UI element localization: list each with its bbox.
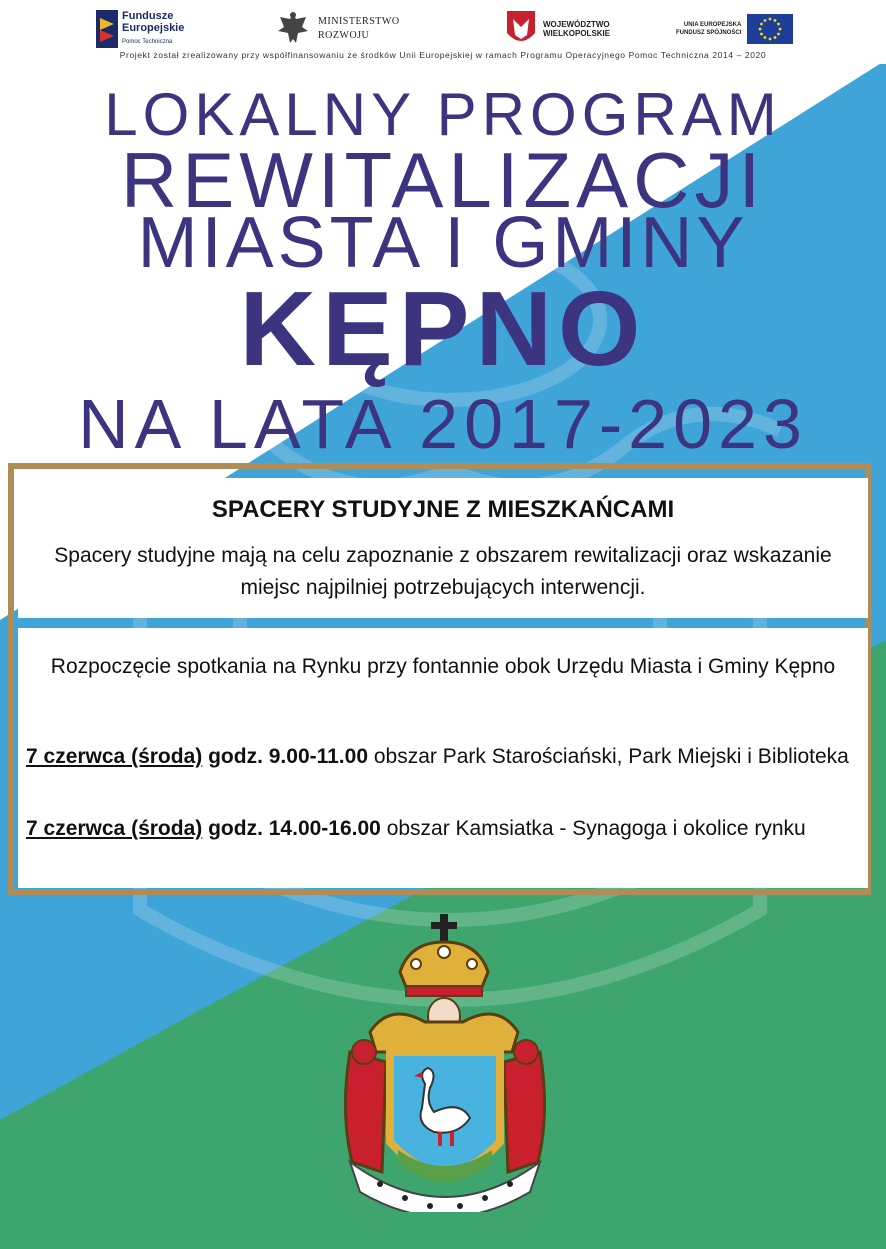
fe-logo-line2: Europejskie [122, 22, 185, 34]
fe-logo-line3: Pomoc Techniczna [122, 39, 173, 45]
header-logos-bar [0, 0, 886, 64]
title-city-name: KĘPNO [239, 270, 647, 388]
ue-logo-line2: FUNDUSZ SPÓJNOŚCI [676, 30, 742, 36]
title-line-3: MIASTA I GMINY [137, 203, 749, 283]
kepno-coat-of-arms [330, 912, 560, 1212]
fe-logo-line1: Fundusze [122, 10, 174, 22]
unia-europejska-logo [676, 8, 793, 50]
fe-star-icon [96, 10, 118, 48]
title-years: NA LATA 2017-2023 [78, 385, 808, 463]
schedule-box [18, 628, 868, 888]
fundusze-europejskie-logo [96, 8, 184, 50]
wielkopolskie-logo [505, 8, 610, 50]
funding-note: Projekt został zrealizowany przy współfinansowaniu ze środków Unii Europejskiej w ramach Programu Operacyjnego Pomoc Techniczna 2014 – 2020 [119, 50, 767, 60]
event-date: 7 czerwca (środa) [26, 817, 203, 840]
schedule-event [26, 812, 856, 846]
schedule-intro: Rozpoczęcie spotkania na Rynku przy fontannie obok Urzędu Miasta i Gminy Kępno [50, 655, 836, 678]
mr-logo-line2: ROZWOJU [318, 30, 370, 41]
info-box [18, 478, 868, 618]
title-line-2: REWITALIZACJI [120, 136, 766, 224]
info-description: Spacery studyjne mają na celu zapoznanie z obszarem rewitalizacji oraz wskazanie miejsc najpilniej potrzebujących interwencji. [54, 544, 832, 599]
wp-logo-line2: WIELKOPOLSKIE [543, 29, 611, 38]
wp-logo-line1: WOJEWÓDZTWO [543, 20, 610, 29]
polish-eagle-icon [276, 9, 310, 49]
event-area: obszar Kamsiatka - Synagoga i okolice rynku [386, 817, 806, 840]
eu-flag-icon [747, 14, 793, 44]
mr-logo-line1: MINISTERSTWO [318, 16, 400, 27]
event-time: godz. 14.00-16.00 [208, 817, 381, 840]
ministerstwo-rozwoju-logo [276, 8, 400, 50]
wielkopolska-shield-icon [505, 9, 537, 49]
title-line-1: LOKALNY PROGRAM [104, 81, 782, 148]
event-area: obszar Park Starościański, Park Miejski i Biblioteka [373, 745, 849, 768]
event-time: godz. 9.00-11.00 [208, 745, 369, 768]
schedule-event [26, 740, 856, 774]
ue-logo-line1: UNIA EUROPEJSKA [683, 22, 742, 28]
info-heading: SPACERY STUDYJNE Z MIESZKAŃCAMI [211, 496, 675, 523]
event-date: 7 czerwca (środa) [26, 745, 203, 768]
